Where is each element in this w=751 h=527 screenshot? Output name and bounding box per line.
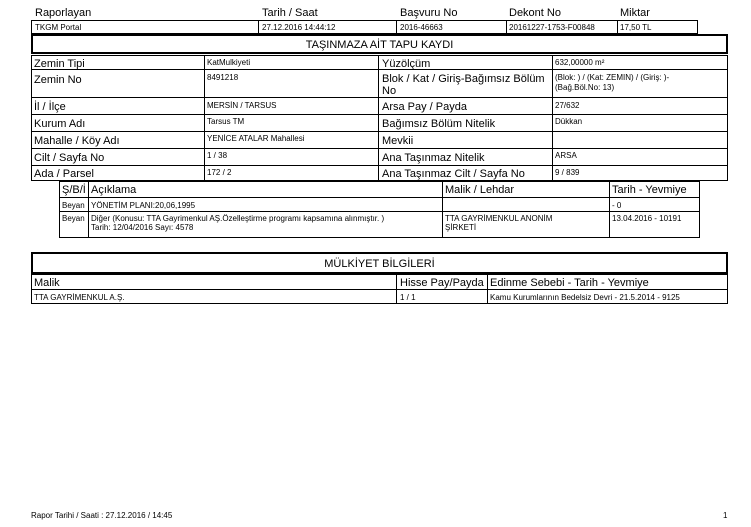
- value-il-ilce: MERSİN / TARSUS: [207, 101, 277, 110]
- value-zemin-tipi: KatMulkiyeti: [207, 58, 251, 67]
- label-dekont-no: Dekont No: [509, 7, 561, 19]
- label-bb-nitelik: Bağımsız Bölüm Nitelik: [382, 118, 496, 130]
- value-raporlayan: TKGM Portal: [35, 23, 82, 32]
- serh-row-malik: TTA GAYRİMENKUL ANONİM: [445, 214, 553, 223]
- mulkiyet-edinme: Kamu Kurumlarının Bedelsiz Devri - 21.5.2014 - 9125: [490, 293, 680, 302]
- serh-row-date: 13.04.2016 - 10191: [612, 214, 682, 223]
- label-arsa-pay: Arsa Pay / Payda: [382, 101, 467, 113]
- mulkiyet-title: MÜLKİYET BİLGİLERİ: [324, 258, 435, 270]
- label-ada-parsel: Ada / Parsel: [34, 168, 94, 180]
- label-ana-nitelik: Ana Taşınmaz Nitelik: [382, 152, 485, 164]
- label-zemin-no: Zemin No: [34, 74, 82, 86]
- label-blok-kat-no: No: [382, 85, 397, 97]
- page-number: 1: [723, 511, 728, 520]
- value-kurum-adi: Tarsus TM: [207, 117, 245, 126]
- serh-row-desc: YÖNETİM PLANI:20,06,1995: [91, 201, 196, 210]
- value-yuzolcum: 632,00000 m²: [555, 58, 605, 67]
- col-aciklama: Açıklama: [91, 184, 137, 196]
- label-raporlayan: Raporlayan: [35, 7, 92, 19]
- value-mahalle: YENİCE ATALAR Mahallesi: [207, 134, 305, 143]
- col-malik-lehdar: Malik / Lehdar: [445, 184, 515, 196]
- col-serh-type: Ş/B/İ: [62, 184, 86, 196]
- value-ana-nitelik: ARSA: [555, 151, 577, 160]
- header-values-row: [31, 20, 698, 34]
- serh-row-desc-line2: Tarih: 12/04/2016 Sayı: 4578: [91, 223, 194, 232]
- value-ana-cilt: 9 / 839: [555, 168, 580, 177]
- serh-row-type: Beyan: [62, 214, 85, 223]
- label-il-ilce: İl / İlçe: [34, 101, 66, 113]
- col-edinme: Edinme Sebebi - Tarih - Yevmiye: [490, 277, 649, 289]
- value-tarih-saat: 27.12.2016 14:44:12: [262, 23, 336, 32]
- col-hisse: Hisse Pay/Payda: [400, 277, 484, 289]
- label-basvuru-no: Başvuru No: [400, 7, 458, 19]
- label-cilt-sayfa: Cilt / Sayfa No: [34, 152, 105, 164]
- value-dekont-no: 20161227-1753-F00848: [509, 23, 595, 32]
- value-basvuru-no: 2016-46663: [400, 23, 443, 32]
- value-arsa-pay: 27/632: [555, 101, 580, 110]
- value-zemin-no: 8491218: [207, 73, 239, 82]
- label-mahalle: Mahalle / Köy Adı: [34, 135, 120, 147]
- report-date-footer: Rapor Tarihi / Saati : 27.12.2016 / 14:45: [31, 511, 173, 520]
- value-blok-kat-line1: (Blok: ) / (Kat: ZEMIN) / (Giriş: )-: [555, 73, 670, 82]
- label-kurum-adi: Kurum Adı: [34, 118, 86, 130]
- value-blok-kat-line2: (Bağ.Böl.No: 13): [555, 83, 615, 92]
- serh-row-malik-line2: ŞİRKETİ: [445, 223, 477, 232]
- value-ada-parsel: 172 / 2: [207, 168, 232, 177]
- col-tarih-yevmiye: Tarih - Yevmiye: [612, 184, 687, 196]
- label-tarih-saat: Tarih / Saat: [262, 7, 318, 19]
- label-yuzolcum: Yüzölçüm: [382, 58, 431, 70]
- serh-row-desc: Diğer (Konusu: TTA Gayrimenkul AŞ.Özelleştirme programı kapsamına alınmıştır. ): [91, 214, 385, 223]
- col-malik: Malik: [34, 277, 60, 289]
- label-miktar: Miktar: [620, 7, 650, 19]
- label-ana-cilt: Ana Taşınmaz Cilt / Sayfa No: [382, 168, 525, 180]
- value-miktar: 17,50 TL: [620, 23, 652, 32]
- mulkiyet-malik: TTA GAYRİMENKUL A.Ş.: [34, 293, 125, 302]
- serh-row-date: - 0: [612, 201, 622, 210]
- tapu-title: TAŞINMAZA AİT TAPU KAYDI: [305, 39, 454, 51]
- value-cilt-sayfa: 1 / 38: [207, 151, 228, 160]
- label-blok-kat: Blok / Kat / Giriş-Bağımsız Bölüm: [382, 73, 545, 85]
- label-mevkii: Mevkii: [382, 135, 414, 147]
- value-bb-nitelik: Dükkan: [555, 117, 583, 126]
- mulkiyet-hisse: 1 / 1: [400, 293, 416, 302]
- label-zemin-tipi: Zemin Tipi: [34, 58, 85, 70]
- serh-row-type: Beyan: [62, 201, 85, 210]
